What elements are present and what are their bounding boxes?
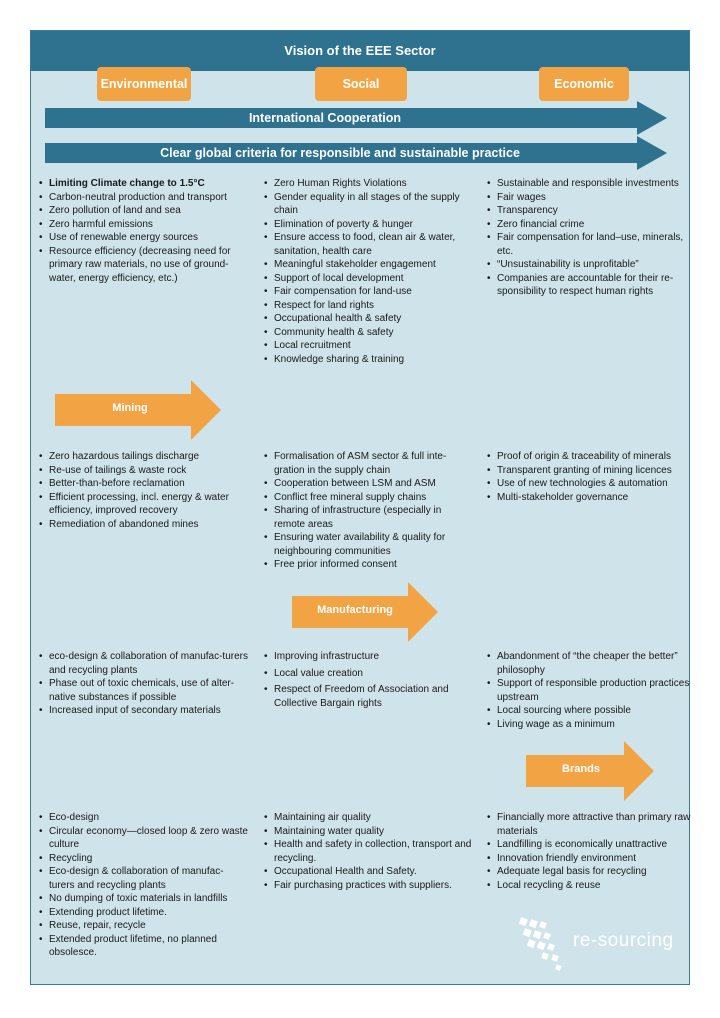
logo-mark-icon (518, 916, 570, 972)
mining-label: Mining (112, 402, 148, 414)
list-item: • Transparency (497, 204, 693, 218)
list-item: • Zero harmful emissions (49, 218, 249, 232)
list-item: • Better-than-before reclamation (49, 477, 249, 491)
manufacturing-environmental-list (39, 650, 249, 718)
pillar-environmental: Environmental (97, 67, 191, 101)
list-item: • Fair compensation for land–use, minerals, etc. (497, 231, 693, 258)
list-item: • Use of renewable energy sources (49, 231, 249, 245)
list-item: • Elimination of poverty & hunger (274, 218, 474, 232)
list-item: • Innovation friendly environment (497, 852, 693, 866)
list-item: • Use of new technologies & automation (497, 477, 693, 491)
mining-arrow (55, 380, 221, 440)
list-item: • Ensure access to food, clean air & water, sanitation, health care (274, 231, 474, 258)
brands-social-list (264, 811, 474, 892)
list-item: • eco-design & collaboration of manufac-turers and recycling plants (49, 650, 249, 677)
list-item: • Zero financial crime (497, 218, 693, 232)
list-item: • Fair compensation for land-use (274, 285, 474, 299)
list-item: • Financially more attractive than primary raw materials (497, 811, 693, 838)
list-item: • Knowledge sharing & training (274, 353, 474, 367)
list-item: • Maintaining water quality (274, 825, 474, 839)
list-item: • Respect for land rights (274, 299, 474, 313)
list-item: • Landfilling is economically unattractive (497, 838, 693, 852)
list-item: • Eco-design (49, 811, 249, 825)
list-item: • Meaningful stakeholder engagement (274, 258, 474, 272)
list-item: • Limiting Climate change to 1.5°C (49, 177, 249, 191)
manufacturing-arrow (292, 582, 438, 642)
list-item: • Local sourcing where possible (497, 704, 693, 718)
vision-social-list (264, 177, 474, 366)
list-item: • Extended product lifetime, no planned obsolesce. (49, 933, 249, 960)
list-item: • Local value creation (274, 667, 474, 681)
list-item: • Companies are accountable for their re-sponsibility to respect human rights (497, 272, 693, 299)
list-item: • Free prior informed consent (274, 558, 474, 572)
vision-economic-list (487, 177, 693, 299)
mining-environmental-list (39, 450, 249, 531)
list-item: • Fair wages (497, 191, 693, 205)
list-item: • Phase out of toxic chemicals, use of alter-native substances if possible (49, 677, 249, 704)
list-item: • Carbon-neutral production and transport (49, 191, 249, 205)
logo-wordmark: re-sourcing (573, 930, 674, 951)
list-item: • Maintaining air quality (274, 811, 474, 825)
list-item: • Sustainable and responsible investments (497, 177, 693, 191)
global-criteria-label: Clear global criteria for responsible and sustainable practice (160, 146, 520, 160)
brands-environmental-list (39, 811, 249, 960)
list-item: • Ensuring water availability & quality for neighbouring communities (274, 531, 474, 558)
list-item: • Conflict free mineral supply chains (274, 491, 474, 505)
manufacturing-social-list (264, 650, 474, 713)
list-item: • Remediation of abandoned mines (49, 518, 249, 532)
list-item: • Occupational health & safety (274, 312, 474, 326)
list-item: • Multi-stakeholder governance (497, 491, 693, 505)
list-item: • Proof of origin & traceability of minerals (497, 450, 693, 464)
vision-panel (30, 30, 690, 985)
list-item: • Respect of Freedom of Association and Collective Bargain rights (274, 683, 474, 710)
list-item: • Fair purchasing practices with suppliers. (274, 879, 474, 893)
mining-economic-list (487, 450, 693, 504)
mining-social-list (264, 450, 474, 572)
list-item: • Support of local development (274, 272, 474, 286)
list-item: • Recycling (49, 852, 249, 866)
international-cooperation-label: International Cooperation (248, 111, 402, 125)
pillar-economic: Economic (539, 67, 629, 101)
brands-label: Brands (562, 763, 600, 775)
list-item: • Transparent granting of mining licences (497, 464, 693, 478)
list-item: • Adequate legal basis for recycling (497, 865, 693, 879)
list-item: • Resource efficiency (decreasing need for primary raw materials, no use of ground-water, energy efficiency, etc.) (49, 245, 249, 286)
manufacturing-economic-list (487, 650, 693, 731)
list-item: • Zero hazardous tailings discharge (49, 450, 249, 464)
list-item: • Gender equality in all stages of the supply chain (274, 191, 474, 218)
list-item: • Improving infrastructure (274, 650, 474, 664)
list-item: • Local recycling & reuse (497, 879, 693, 893)
vision-environmental-list (39, 177, 249, 285)
list-item: • Efficient processing, incl. energy & water efficiency, improved recovery (49, 491, 249, 518)
page-title: Vision of the EEE Sector (31, 31, 689, 71)
list-item: • Increased input of secondary materials (49, 704, 249, 718)
list-item: • Circular economy—closed loop & zero waste culture (49, 825, 249, 852)
re-sourcing-logo (518, 916, 698, 972)
brands-economic-list (487, 811, 693, 892)
list-item: • Local recruitment (274, 339, 474, 353)
list-item: • Re-use of tailings & waste rock (49, 464, 249, 478)
list-item: • Abandonment of “the cheaper the better” philosophy (497, 650, 693, 677)
list-item: • Formalisation of ASM sector & full inte-gration in the supply chain (274, 450, 474, 477)
list-item: • Occupational Health and Safety. (274, 865, 474, 879)
pillar-social: Social (315, 67, 407, 101)
list-item: • Reuse, repair, recycle (49, 919, 249, 933)
list-item: • Living wage as a minimum (497, 718, 693, 732)
list-item: • Support of responsible production practices upstream (497, 677, 693, 704)
list-item: • Eco-design & collaboration of manufac-turers and recycling plants (49, 865, 249, 892)
manufacturing-label: Manufacturing (317, 604, 393, 616)
list-item: • “Unsustainability is unprofitable” (497, 258, 693, 272)
list-item: • Community health & safety (274, 326, 474, 340)
brands-arrow (526, 741, 654, 801)
list-item: • Zero Human Rights Violations (274, 177, 474, 191)
list-item: • Health and safety in collection, transport and recycling. (274, 838, 474, 865)
list-item: • Sharing of infrastructure (especially in remote areas (274, 504, 474, 531)
list-item: • No dumping of toxic materials in landfills (49, 892, 249, 906)
list-item: • Extending product lifetime. (49, 906, 249, 920)
list-item: • Zero pollution of land and sea (49, 204, 249, 218)
list-item: • Cooperation between LSM and ASM (274, 477, 474, 491)
